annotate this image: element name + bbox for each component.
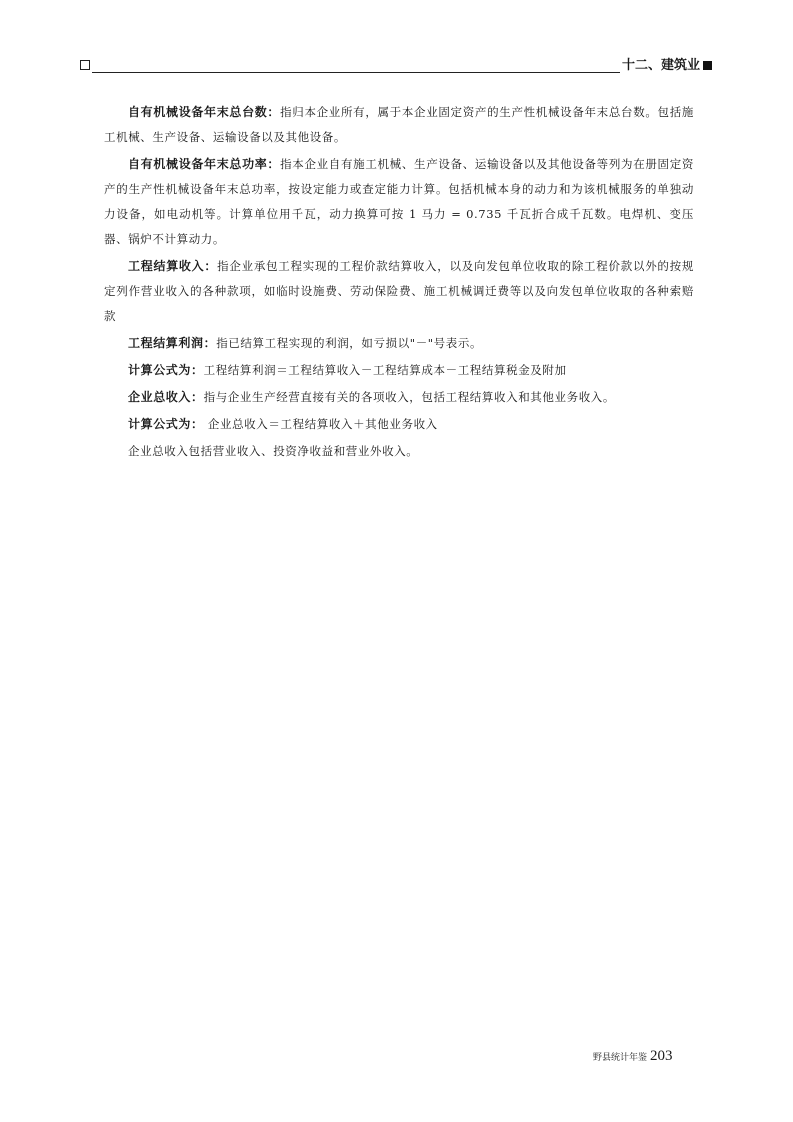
note-text: 企业总收入包括营业收入、投资净收益和营业外收入。	[128, 444, 419, 458]
formula-paragraph	[104, 358, 694, 383]
definition-paragraph	[104, 254, 694, 329]
definition-term: 自有机械设备年末总台数：	[128, 105, 281, 119]
formula-text: 企业总收入＝工程结算收入＋其他业务收入	[203, 417, 438, 431]
header-rule	[92, 72, 620, 73]
definition-text: 指与企业生产经营直接有关的各项收入，包括工程结算收入和其他业务收入。	[203, 390, 616, 404]
page-number: 203	[650, 1048, 673, 1064]
formula-paragraph	[104, 412, 694, 437]
formula-text: 工程结算利润＝工程结算收入－工程结算成本－工程结算税金及附加	[203, 363, 567, 377]
definition-term: 工程结算利润：	[128, 336, 217, 350]
definition-term: 工程结算收入：	[128, 259, 218, 273]
definition-text: 指已结算工程实现的利润，如亏损以"－"号表示。	[216, 336, 483, 350]
formula-label: 计算公式为：	[128, 363, 204, 377]
formula-label: 计算公式为：	[128, 417, 204, 431]
definition-paragraph	[104, 331, 694, 356]
book-title: 野县统计年鉴	[593, 1053, 648, 1063]
solid-square-icon	[703, 61, 712, 70]
definition-term: 企业总收入：	[128, 390, 204, 404]
definition-term: 自有机械设备年末总功率：	[128, 157, 281, 171]
definition-text: 指归本企业所有，属于本企业固定资产的生产性机械设备年末总台数。包括施工机械、生产设备、运输设备以及其他设备。	[104, 105, 694, 144]
definition-paragraph	[104, 100, 694, 150]
definition-text: 指本企业自有施工机械、生产设备、运输设备以及其他设备等列为在册固定资产的生产性机械设备年末总功率，按设定能力或查定能力计算。包括机械本身的动力和为该机械服务的单独动力设备，如电动机等。计算单位用千瓦，动力换算可按 1 马力 = 0.735 千瓦折合成千瓦数。电焊机、变压器、锅炉不计算动力。	[104, 157, 694, 246]
definition-paragraph	[104, 385, 694, 410]
definitions-body	[104, 100, 694, 466]
note-paragraph	[104, 439, 694, 464]
page-footer	[593, 1046, 673, 1065]
definition-paragraph	[104, 152, 694, 252]
hollow-square-icon	[80, 60, 90, 70]
running-header	[80, 58, 712, 76]
chapter-title: 十二、建筑业	[621, 58, 700, 73]
definition-text: 指企业承包工程实现的工程价款结算收入，以及向发包单位收取的除工程价款以外的按规定列作营业收入的各种款项，如临时设施费、劳动保险费、施工机械调迁费等以及向发包单位收取的各种索赔款	[104, 259, 694, 323]
